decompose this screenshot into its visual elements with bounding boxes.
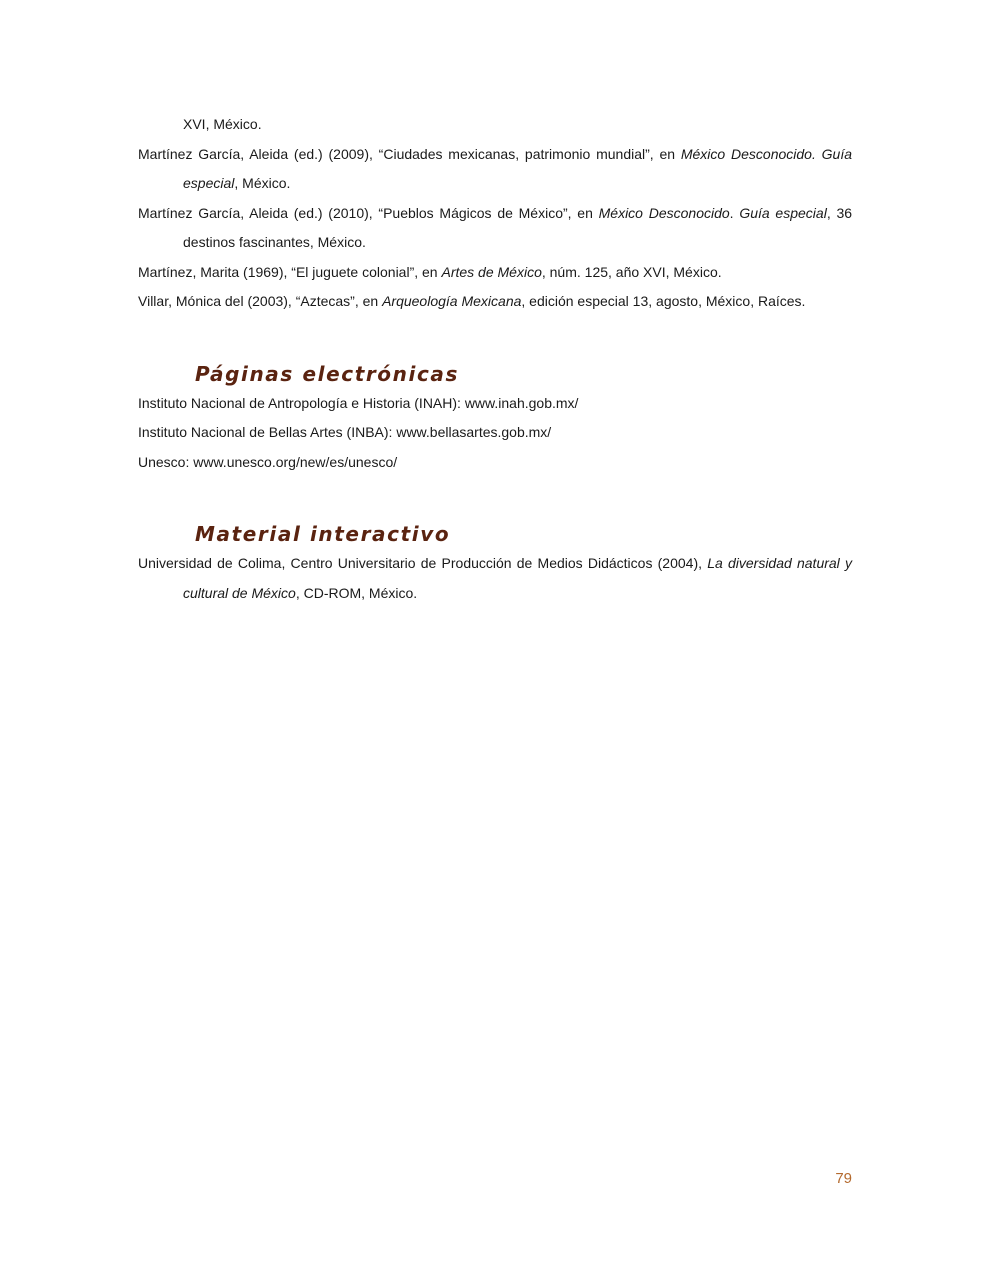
reference-text: Instituto Nacional de Bellas Artes (INBA): www.bellasartes.gob.mx/ — [138, 424, 552, 440]
reference-item — [138, 258, 852, 288]
reference-title: Arqueología Mexicana — [382, 293, 522, 309]
reference-text: Universidad de Colima, Centro Universitario de Producción de Medios Didácticos (2004), — [138, 555, 708, 571]
reference-title: Artes de México — [441, 263, 542, 280]
reference-text: . — [729, 204, 740, 221]
reference-item — [138, 140, 852, 199]
reference-text: XVI, México. — [183, 116, 262, 132]
reference-title: La diversidad natural y cultural de México — [183, 555, 852, 601]
section-heading-interactive-material: Material interactivo — [195, 522, 451, 546]
reference-text: , CD-ROM, México. — [295, 584, 418, 601]
section-heading-web-pages: Páginas electrónicas — [195, 361, 460, 386]
page-number: 79 — [835, 1170, 852, 1187]
reference-text: Martínez García, Aleida (ed.) (2010), “Pueblos Mágicos de México”, en — [138, 204, 599, 221]
reference-continuation — [138, 110, 852, 140]
reference-text: Martínez, Marita (1969), “El juguete colonial”, en — [138, 263, 442, 280]
reference-text: , México. — [234, 175, 291, 191]
page-content — [138, 110, 852, 608]
reference-title: México Desconocido. Guía especial — [183, 145, 852, 191]
reference-text: Instituto Nacional de Antropología e Historia (INAH): www.inah.gob.mx/ — [138, 394, 579, 411]
reference-item — [138, 287, 852, 317]
reference-text: , núm. 125, año XVI, México. — [541, 263, 722, 280]
web-reference-item — [138, 448, 852, 478]
reference-text: , edición especial 13, agosto, México, Raíces. — [521, 293, 806, 309]
reference-item — [138, 549, 852, 608]
reference-text: Unesco: www.unesco.org/new/es/unesco/ — [138, 453, 398, 470]
reference-text: Villar, Mónica del (2003), “Aztecas”, en — [138, 293, 383, 309]
reference-text: , 36 destinos fascinantes, México. — [183, 204, 853, 250]
reference-item — [138, 199, 852, 258]
reference-title: México Desconocido — [598, 204, 730, 221]
web-reference-item — [138, 418, 852, 448]
web-reference-item — [138, 389, 852, 419]
reference-title: Guía especial — [739, 204, 827, 221]
reference-text: Martínez García, Aleida (ed.) (2009), “Ciudades mexicanas, patrimonio mundial”, en — [138, 145, 681, 162]
